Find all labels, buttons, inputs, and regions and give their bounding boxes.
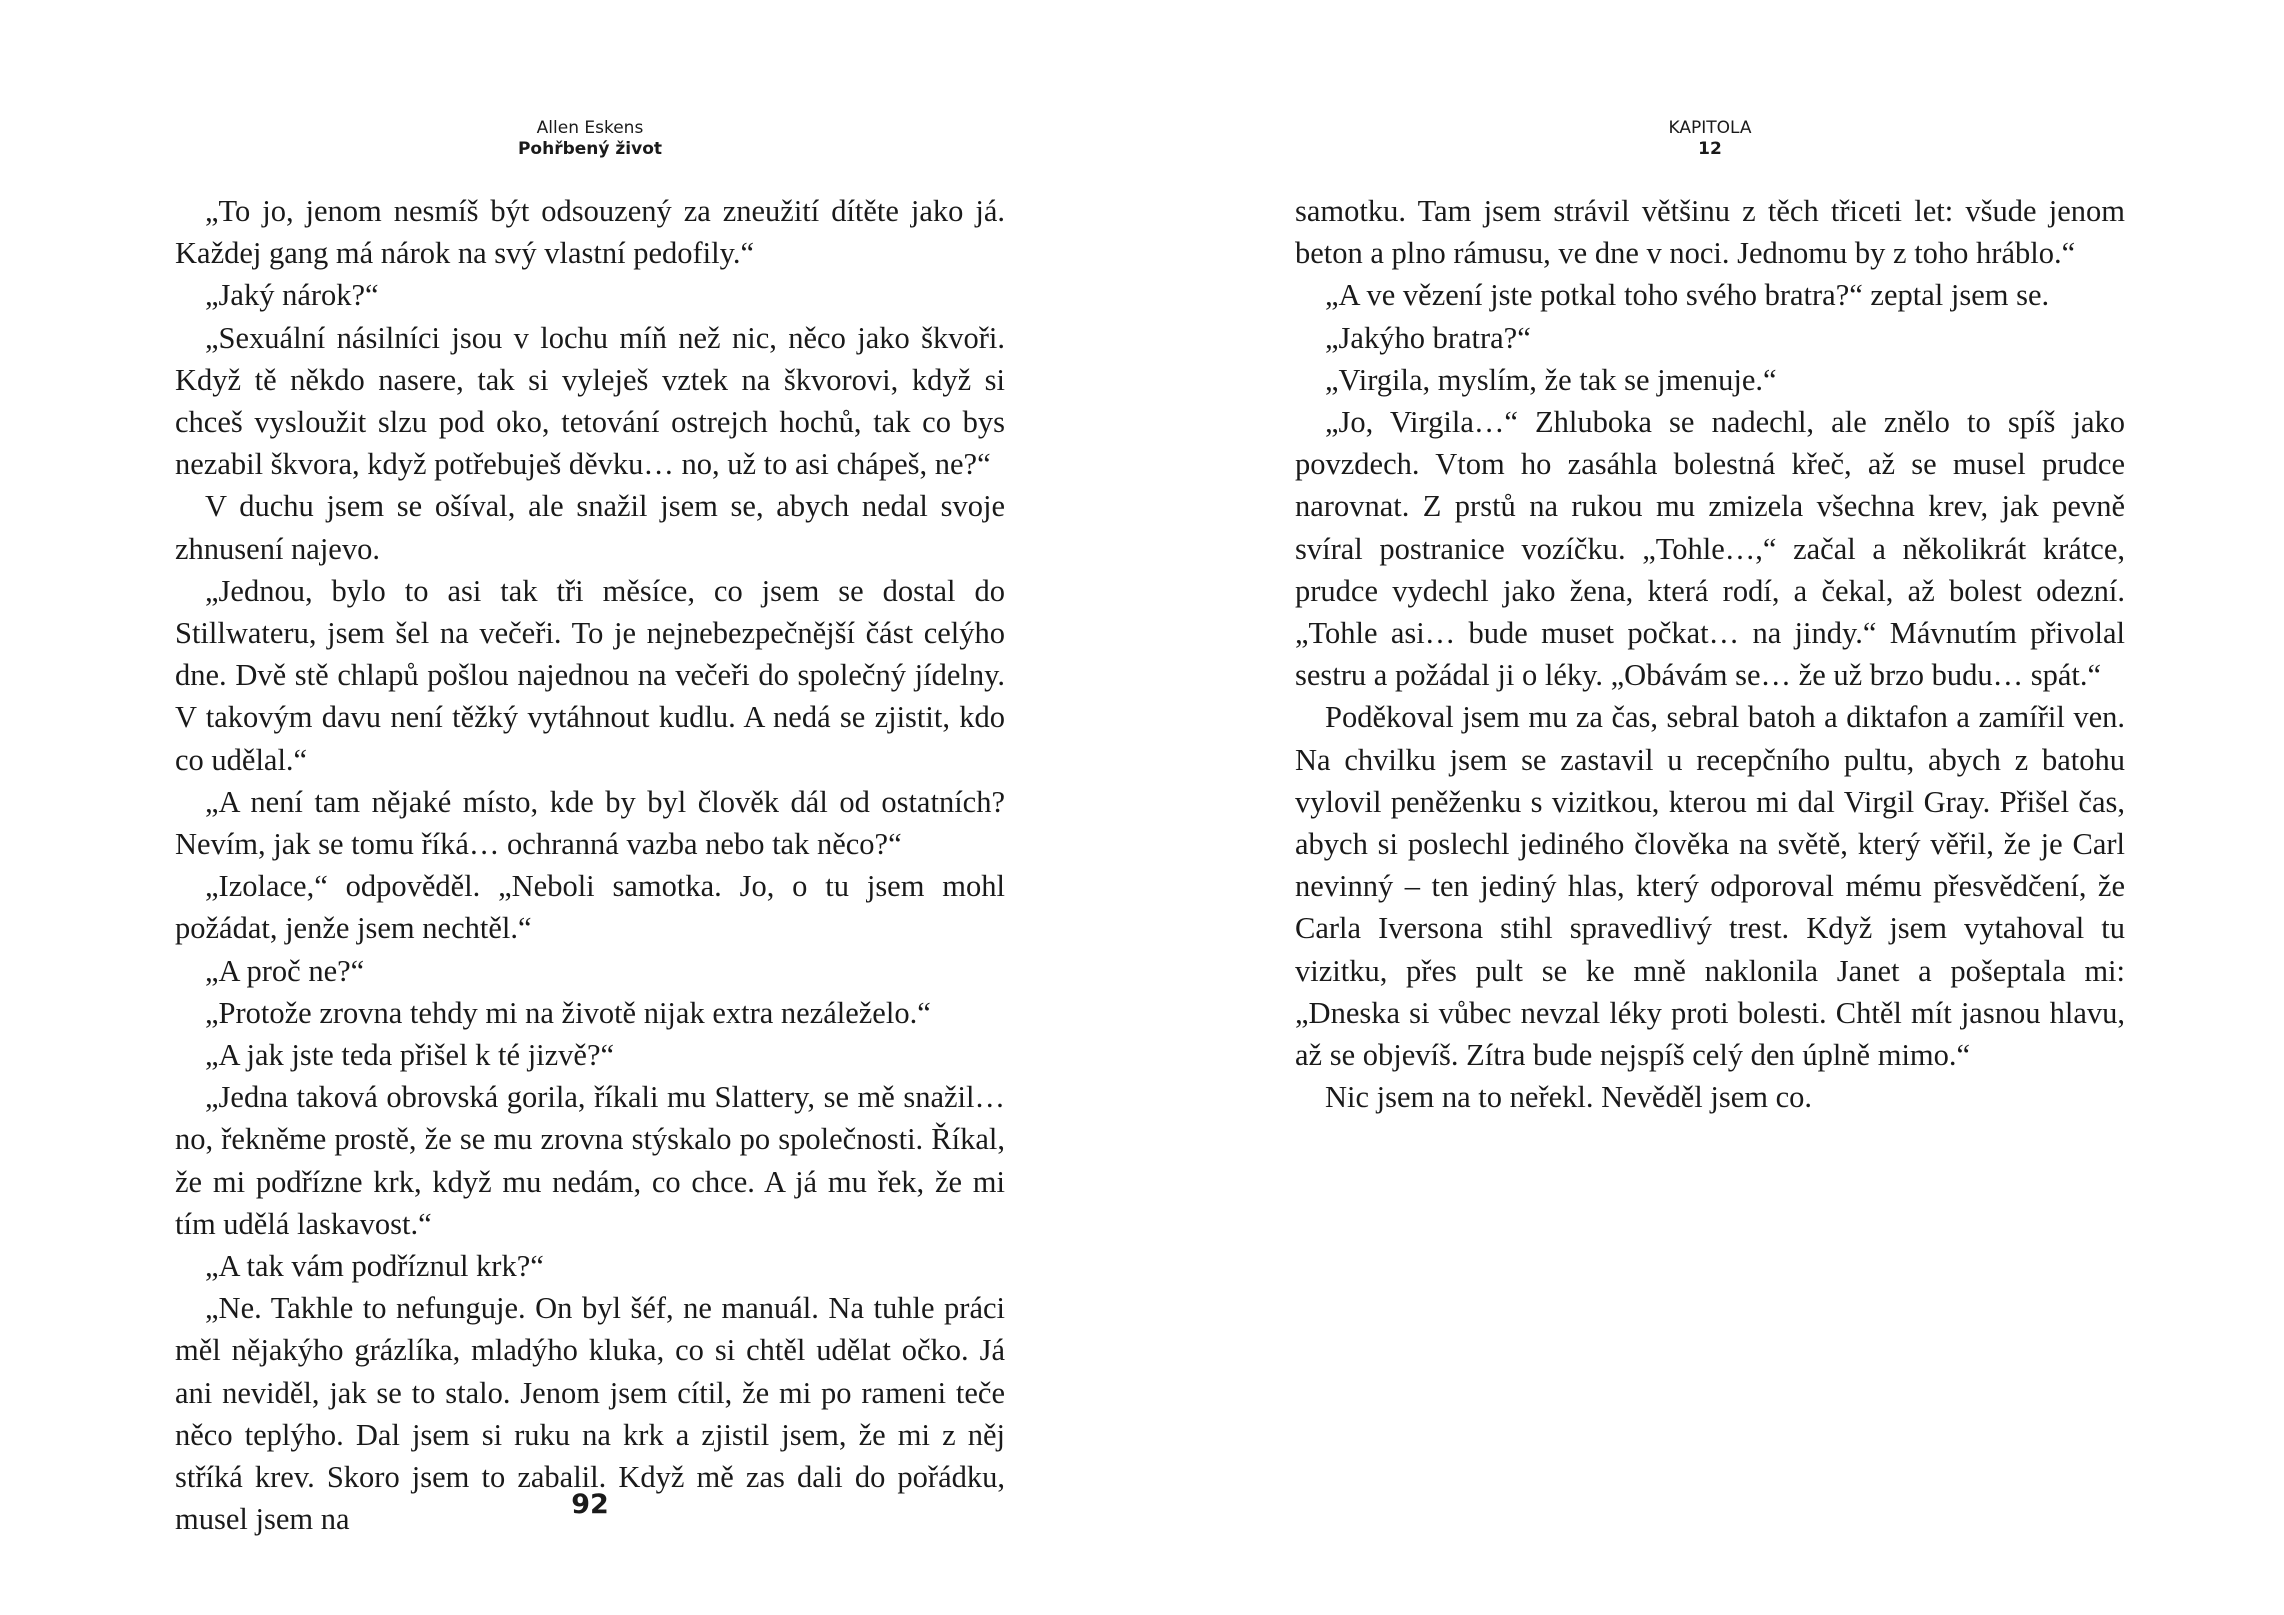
- paragraph: „Ne. Takhle to nefunguje. On byl šéf, ne manuál. Na tuhle práci měl nějakýho grázlíka, mladýho kluka, co si chtěl udělat očko. Já ani neviděl, jak se to stalo. Jenom jsem cítil, že mi po rameni teče něco teplýho. Dal jsem si ruku na krk a zjistil jsem, že mi z něj stříká krev. Skoro jsem to zabalil. Když mě zas dali do pořádku, musel jsem na: [175, 1291, 1005, 1537]
- left-running-head: [175, 118, 1005, 160]
- header-chapter-label: KAPITOLA: [1668, 118, 1752, 138]
- paragraph: „Jo, Virgila…“ Zhluboka se nadechl, ale znělo to spíš jako povzdech. Vtom ho zasáhla bolestná křeč, až se musel prudce narovnat. Z prstů na rukou mu zmizela všechna krev, jak pevně svíral postranice vozíčku. „Tohle…,“ začal a několikrát krátce, prudce vydechl jako žena, která rodí, a čekal, až bolest odezní. „Tohle asi… bude muset počkat… na jindy.“ Mávnutím přivolal sestru a požádal ji o léky. „Obávám se… že už brzo budu… spát.“: [1295, 405, 2125, 693]
- paragraph: „A tak vám podříznul krk?“: [205, 1249, 544, 1284]
- paragraph: samotku. Tam jsem strávil většinu z těch třiceti let: všude jenom beton a plno rámusu, ve dne v noci. Jednomu by z toho hráblo.“: [1295, 194, 2125, 271]
- paragraph: „A není tam nějaké místo, kde by byl člověk dál od ostatních? Nevím, jak se tomu říká… ochranná vazba nebo tak něco?“: [175, 784, 1005, 862]
- paragraph: „To jo, jenom nesmíš být odsouzený za zneužití dítěte jako já. Každej gang má nárok na svý vlastní pedofily.“: [175, 194, 1005, 271]
- paragraph: „A ve vězení jste potkal toho svého bratra?“ zeptal jsem se.: [1325, 278, 2050, 313]
- paragraph: „Sexuální násilníci jsou v lochu míň než nic, něco jako škvoři. Když tě někdo nasere, tak si vyleješ vztek na škvorovi, když si chceš vysloužit slzu pod oko, tetování ostrejch hochů, tak co bys nezabil škvora, když potřebuješ děvku… no, už to asi chápeš, ne?“: [175, 320, 1005, 482]
- paragraph: „A proč ne?“: [205, 953, 365, 988]
- paragraph: „A jak jste teda přišel k té jizvě?“: [205, 1038, 615, 1073]
- paragraph: V duchu jsem se ošíval, ale snažil jsem se, abych nedal svoje zhnusení najevo.: [175, 489, 1005, 566]
- right-page: [1142, 0, 2284, 1615]
- page-number: 92: [571, 1489, 609, 1520]
- header-author: Allen Eskens: [536, 118, 644, 138]
- right-running-head: [1295, 118, 2125, 160]
- header-chapter-number: 12: [1698, 139, 1722, 159]
- paragraph: „Jedna taková obrovská gorila, říkali mu Slattery, se mě snažil… no, řekněme prostě, že se mu zrovna stýskalo po společnosti. Říkal, že mi podřízne krk, když mu nedám, co chce. A já mu řek, že mi tím udělá laskavost.“: [175, 1080, 1005, 1241]
- paragraph: „Protože zrovna tehdy mi na životě nijak extra nezáleželo.“: [205, 995, 931, 1030]
- left-body-text: [175, 190, 1005, 1541]
- paragraph: „Jednou, bylo to asi tak tři měsíce, co jsem se dostal do Stillwateru, jsem šel na večeři. To je nejnebezpečnější část celýho dne. Dvě stě chlapů pošlou najednou na večeři do společný jídelny. V takovým davu není těžký vytáhnout kudlu. A nedá se zjistit, kdo co udělal.“: [175, 573, 1005, 777]
- header-book-title: Pohřbený život: [517, 139, 663, 159]
- paragraph: „Jakýho bratra?“: [1325, 320, 1531, 355]
- paragraph: „Izolace,“ odpověděl. „Neboli samotka. Jo, o tu jsem mohl požádat, jenže jsem nechtěl.“: [175, 869, 1005, 946]
- paragraph: „Virgila, myslím, že tak se jmenuje.“: [1325, 362, 1777, 397]
- paragraph: „Jaký nárok?“: [205, 278, 379, 313]
- paragraph: Nic jsem na to neřekl. Nevěděl jsem co.: [1325, 1080, 1812, 1115]
- paragraph: Poděkoval jsem mu za čas, sebral batoh a diktafon a zamířil ven. Na chvilku jsem se zastavil u recepčního pultu, abych z batohu vylovil peněženku s vizitkou, kterou mi dal Virgil Gray. Přišel čas, abych si poslechl jediného člověka na světě, který věřil, že je Carl nevinný – ten jediný hlas, který odporoval mému přesvědčení, že Carla Iversona stihl spravedlivý trest. Když jsem vytahoval tu vizitku, přes pult se ke mně naklonila Janet a pošeptala mi: „Dneska si vůbec nevzal léky proti bolesti. Chtěl mít jasnou hlavu, až se objevíš. Zítra bude nejspíš celý den úplně mimo.“: [1295, 700, 2125, 1073]
- right-body-text: [1295, 190, 2125, 1118]
